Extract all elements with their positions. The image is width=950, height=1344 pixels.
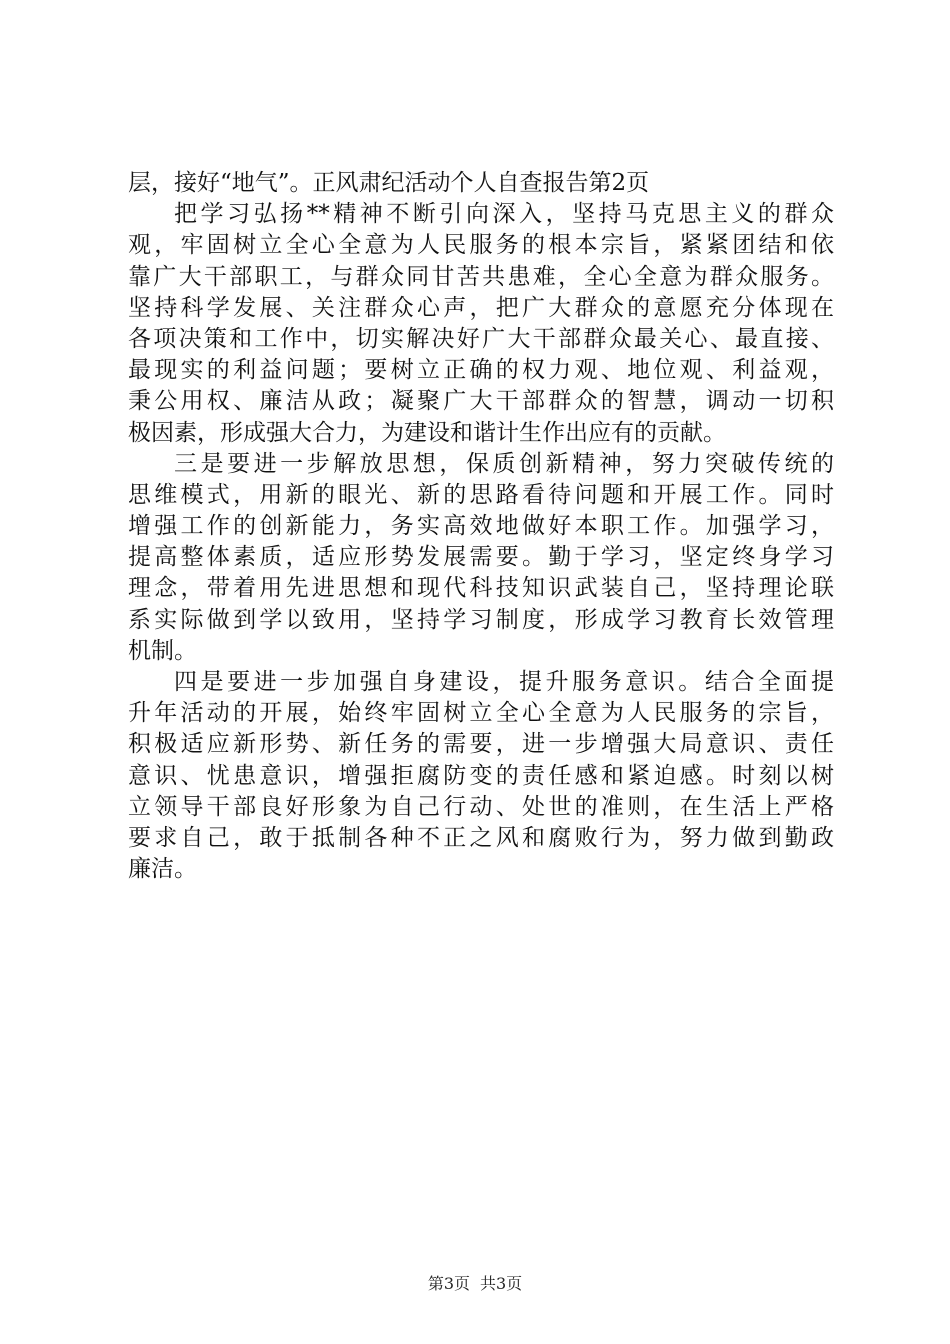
text-line: 立领导干部良好形象为自己行动、处世的准则，在生活上严格 <box>128 793 834 820</box>
text-line: 层，接好“地气”。正风肃纪活动个人自查报告第2页 <box>128 170 650 196</box>
text-line: 秉公用权、廉洁从政；凝聚广大干部群众的智慧，调动一切积 <box>128 388 834 415</box>
text-line: 靠广大干部职工，与群众同甘苦共患难，全心全意为群众服务。 <box>128 263 834 290</box>
text-line: 增强工作的创新能力，务实高效地做好本职工作。加强学习， <box>128 513 834 540</box>
text-line: 系实际做到学以致用，坚持学习制度，形成学习教育长效管理 <box>128 606 834 633</box>
text-line: 意识、忧患意识，增强拒腐防变的责任感和紧迫感。时刻以树 <box>128 762 834 789</box>
document-body <box>128 168 834 885</box>
text-line: 提高整体素质，适应形势发展需要。勤于学习，坚定终身学习 <box>128 544 834 571</box>
paragraph-start-line: 三是要进一步解放思想，保质创新精神，努力突破传统的 <box>174 450 834 477</box>
page-number-current: 第3页 <box>427 1274 470 1293</box>
paragraph-end-line: 极因素，形成强大合力，为建设和谐计生作出应有的贡献。 <box>128 419 726 446</box>
paragraph-start-line: 四是要进一步加强自身建设，提升服务意识。结合全面提 <box>174 669 834 695</box>
text-line: 积极适应新形势、新任务的需要，进一步增强大局意识、责任 <box>128 731 834 758</box>
text-line: 最现实的利益问题；要树立正确的权力观、地位观、利益观， <box>128 357 834 384</box>
text-line: 思维模式，用新的眼光、新的思路看待问题和开展工作。同时 <box>128 481 834 508</box>
text-line: 升年活动的开展，始终牢固树立全心全意为人民服务的宗旨， <box>128 700 834 727</box>
text-line: 理念，带着用先进思想和现代科技知识武装自己，坚持理论联 <box>128 575 834 602</box>
paragraph-end-line: 机制。 <box>128 637 197 664</box>
text-line: 要求自己，敢于抵制各种不正之风和腐败行为，努力做到勤政 <box>128 824 834 851</box>
text-line: 观，牢固树立全心全意为人民服务的根本宗旨，紧紧团结和依 <box>128 232 834 259</box>
paragraph-end-line: 廉洁。 <box>128 856 197 883</box>
text-line: 坚持科学发展、关注群众心声，把广大群众的意愿充分体现在 <box>128 294 834 321</box>
page-number-total: 共3页 <box>480 1274 523 1293</box>
page-footer <box>0 1272 950 1296</box>
text-line: 各项决策和工作中，切实解决好广大干部群众最关心、最直接、 <box>128 325 834 352</box>
paragraph-start-line: 把学习弘扬**精神不断引向深入，坚持马克思主义的群众 <box>174 201 834 228</box>
